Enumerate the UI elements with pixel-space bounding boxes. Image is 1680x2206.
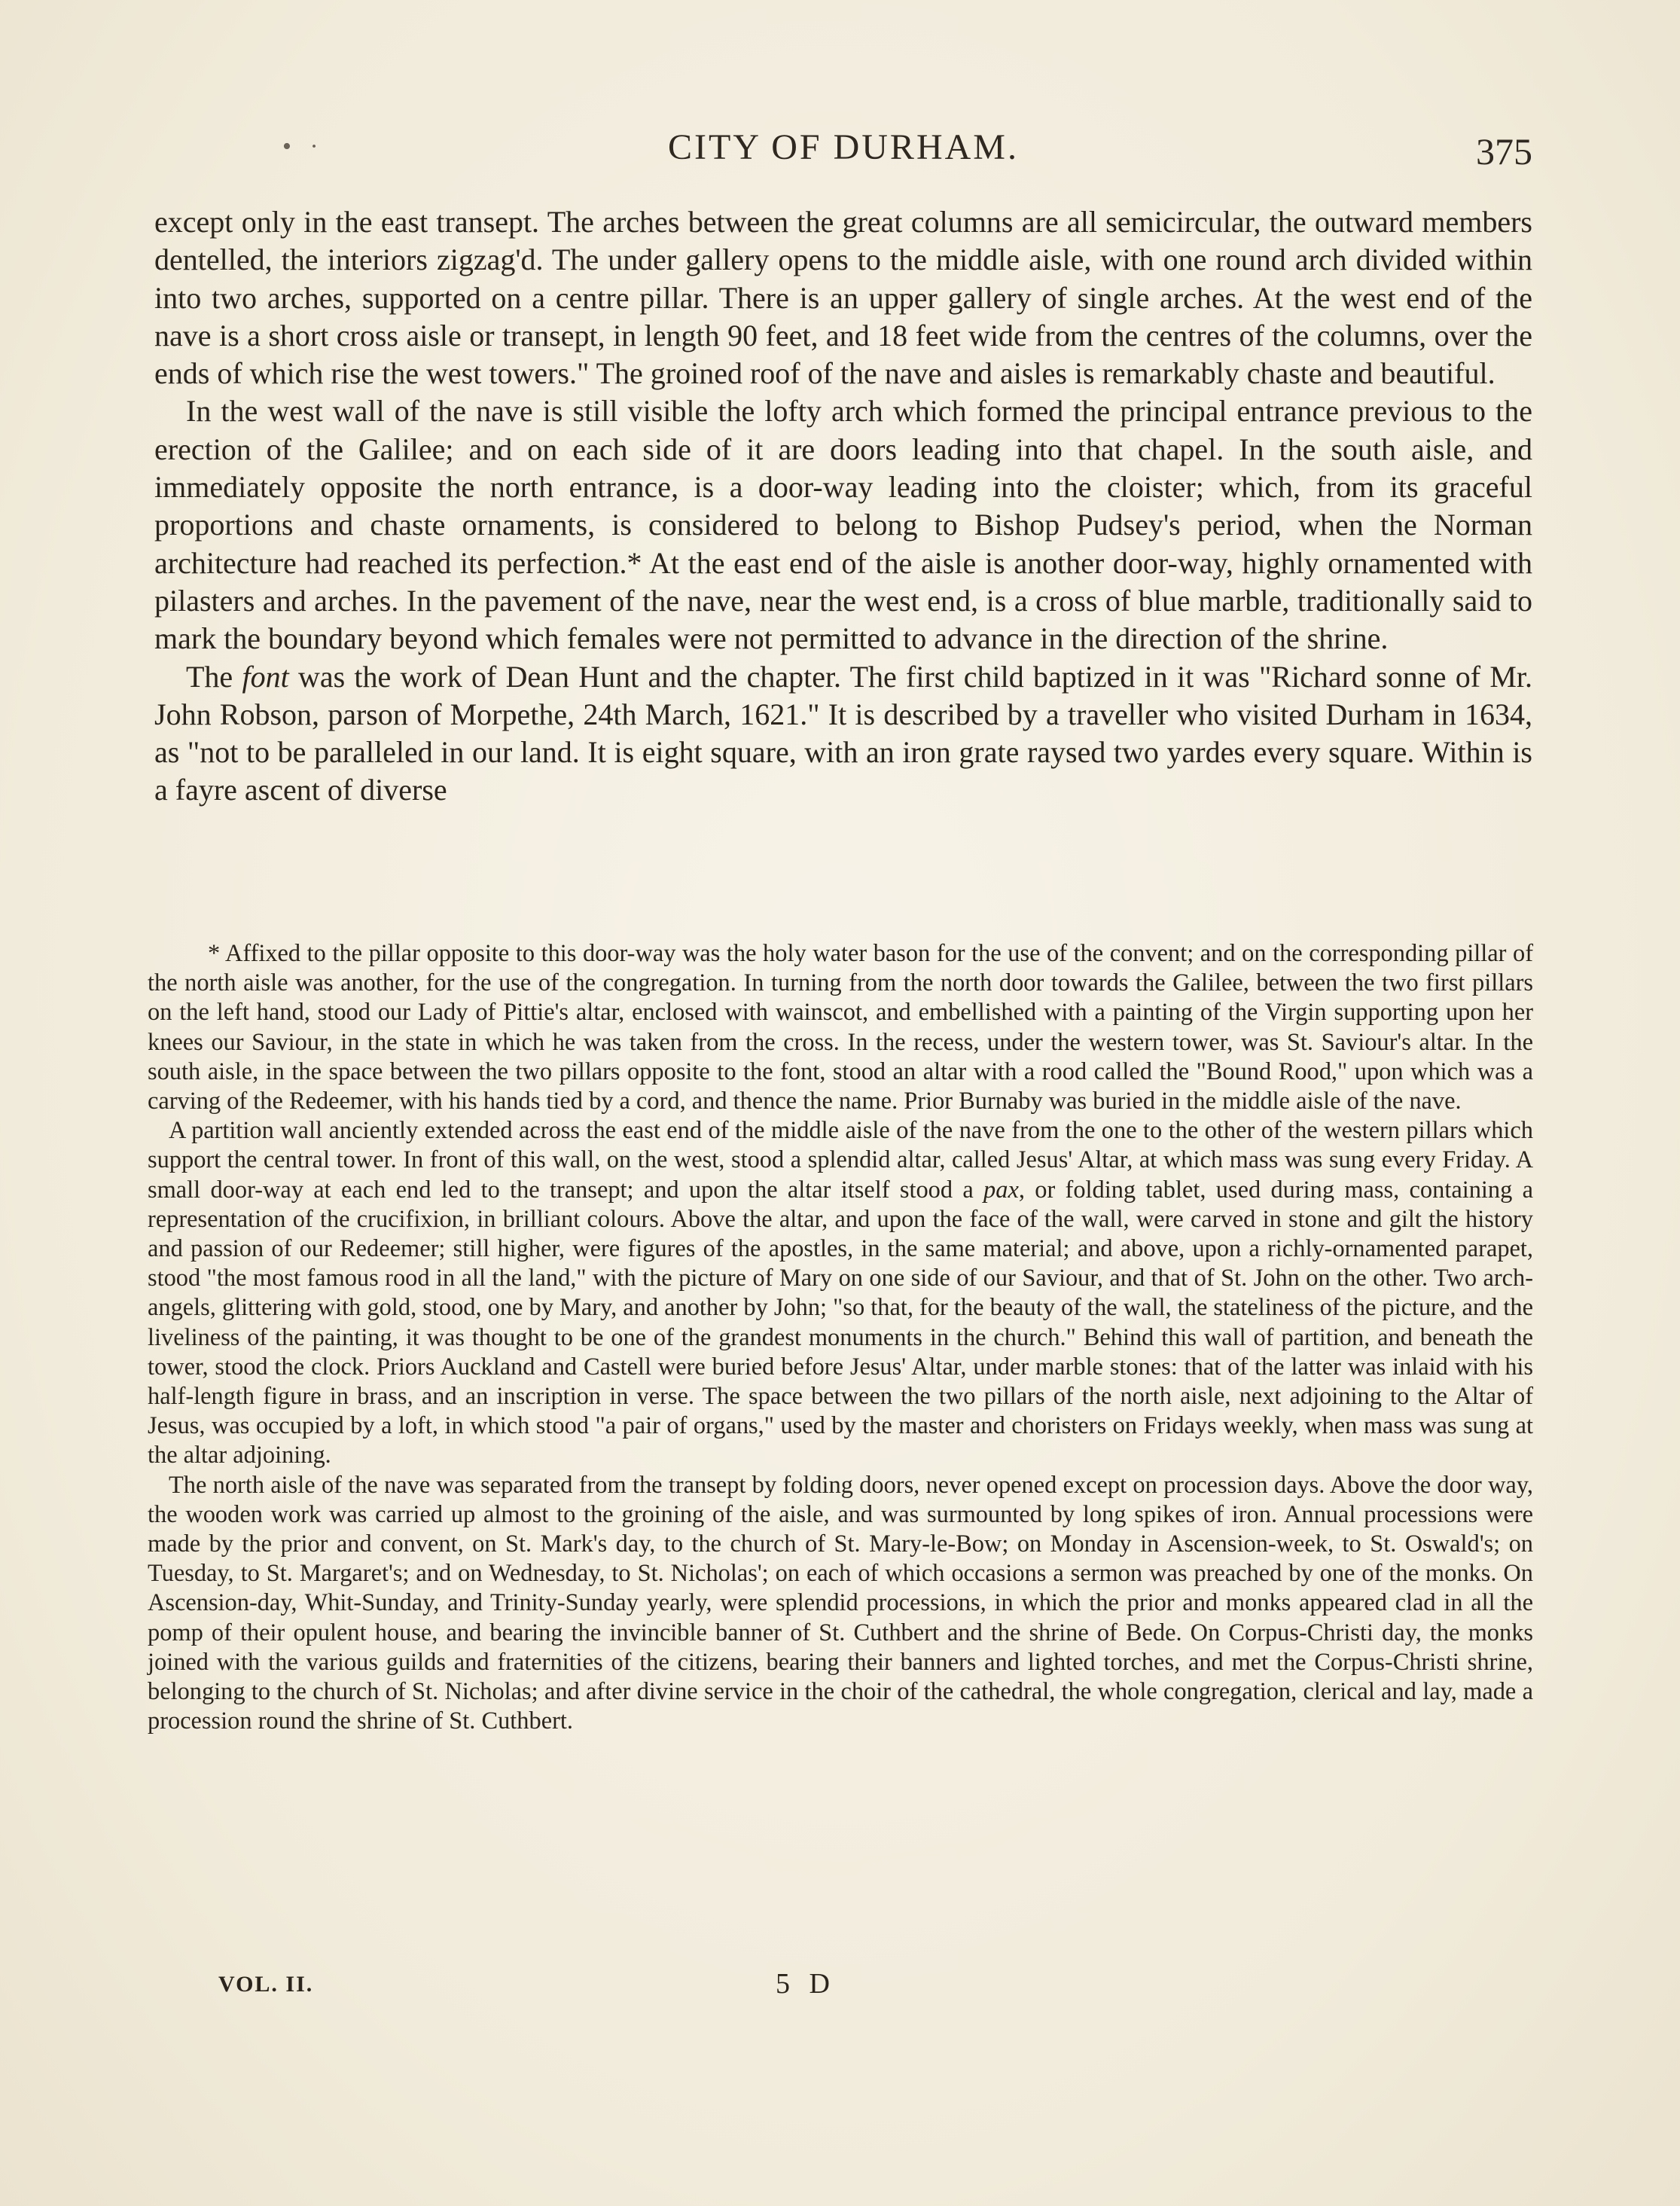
signature-mark: 5 D (776, 1968, 836, 2000)
text-run: The (186, 659, 242, 694)
header-ornament: • · (282, 133, 325, 160)
page-title: CITY OF DURHAM. (668, 127, 1019, 167)
footnote: * Affixed to the pillar opposite to this door-way was the holy water bason for the use of the convent; and on the corresponding pillar of the north aisle was another, for the use of the congregation. In turning from the north door towards the Galilee, between the two first pillars on the left hand, stood our Lady of Pittie's altar, enclosed with wainscot, and embellished with a painting of the Virgin supporting upon her knees our Saviour, in the state in which he was taken from the cross. In the recess, under the western tower, was St. Saviour's altar. In the south aisle, in the space between the two pillars opposite to the font, stood an altar with a rood called the "Bound Rood," upon which was a carving of the Redeemer, with his hands tied by a cord, and thence the name. Prior Burnaby was buried in the middle aisle of the nave. (148, 940, 1533, 1115)
footnotes (148, 939, 1533, 1736)
text-run: , or folding tablet, used during mass, containing a representation of the crucifixion, in brilliant colours. Above the altar, and upon the face of the wall, were carved in stone and gilt the history and passion of our Redeemer; still higher, were figures of the apostles, in the same material; and above, upon a richly-ornamented parapet, stood "the most famous rood in all the land," with the picture of Mary on one side of our Saviour, and that of St. John on the other. Two arch-angels, glittering with gold, stood, one by Mary, and another by John; "so that, for the beauty of the wall, the stateliness of the picture, and the liveliness of the painting, it was thought to be one of the grandest monuments in the church." Behind this wall of partition, and beneath the tower, stood the clock. Priors Auckland and Castell were buried before Jesus' Altar, under marble stones: that of the latter was inlaid with his half-length figure in brass, and an inscription in verse. The space between the two pillars of the north aisle, next adjoining to the Altar of Jesus, was occupied by a loft, in which stood "a pair of organs," used by the master and choristers on Fridays weekly, when mass was sung at the altar adjoining. (148, 1176, 1533, 1469)
paragraph: except only in the east transept. The arches between the great columns are all semicircular, the outward members dentelled, the interiors zigzag'd. The under gallery opens to the middle aisle, with one round arch divided within into two arches, supported on a centre pillar. There is an upper gallery of single arches. At the west end of the nave is a short cross aisle or transept, in length 90 feet, and 18 feet wide from the centres of the columns, over the ends of which rise the west towers." The groined roof of the nave and aisles is remarkably chaste and beautiful. (154, 205, 1532, 391)
footnote: The north aisle of the nave was separated from the transept by folding doors, never opened except on procession days. Above the door way, the wooden work was carried up almost to the groining of the aisle, and was surmounted by long spikes of iron. Annual processions were made by the prior and convent, on St. Mark's day, to the church of St. Mary-le-Bow; on Monday in Ascension-week, to St. Oswald's; on Tuesday, to St. Margaret's; and on Wednesday, to St. Nicholas'; on each of which occasions a sermon was preached by one of the monks. On Ascension-day, Whit-Sunday, and Trinity-Sunday yearly, were splendid processions, in which the prior and monks appeared clad in all the pomp of their opulent house, and bearing the invincible banner of St. Cuthbert and the shrine of Bede. On Corpus-Christi day, the monks joined with the various guilds and fraternities of the citizens, bearing their banners and lighted torches, and met the Corpus-Christi shrine, belonging to the church of St. Nicholas; and after divine service in the choir of the cathedral, the whole congregation, clerical and lay, made a procession round the shrine of St. Cuthbert. (148, 1471, 1533, 1735)
running-header (154, 127, 1532, 179)
italic-term: pax (983, 1176, 1019, 1204)
paragraph (154, 658, 1532, 810)
italic-term: font (242, 659, 289, 694)
text-run: was the work of Dean Hunt and the chapter. The first child baptized in it was "Richard sonne of Mr. John Robson, parson of Morpethe, 24th March, 1621." It is described by a traveller who visited Durham in 1634, as "not to be paralleled in our land. It is eight square, with an iron grate raysed two yardes every square. Within is a fayre ascent of diverse (154, 659, 1533, 807)
page-number: 375 (1476, 130, 1532, 172)
footnote (148, 1116, 1533, 1470)
volume-label: VOL. II. (218, 1972, 314, 1997)
page-footer (218, 1968, 896, 2009)
text-run: A partition wall anciently extended across the east end of the middle aisle of the nave from the one to the other of the western pillars which support the central tower. In front of this wall, on the west, stood a splendid altar, called Jesus' Altar, at which mass was sung every Friday. A small door-way at each end led to the transept; and upon the altar itself stood a (148, 1117, 1533, 1204)
main-text (154, 203, 1532, 810)
paragraph: In the west wall of the nave is still visible the lofty arch which formed the principal entrance previous to the erection of the Galilee; and on each side of it are doors leading into that chapel. In the south aisle, and immediately opposite the north entrance, is a door-way leading into the cloister; which, from its graceful proportions and chaste ornaments, is considered to belong to Bishop Pudsey's period, when the Norman architecture had reached its perfection.* At the east end of the aisle is another door-way, highly ornamented with pilasters and arches. In the pavement of the nave, near the west end, is a cross of blue marble, traditionally said to mark the boundary beyond which females were not permitted to advance in the direction of the shrine. (154, 394, 1532, 656)
